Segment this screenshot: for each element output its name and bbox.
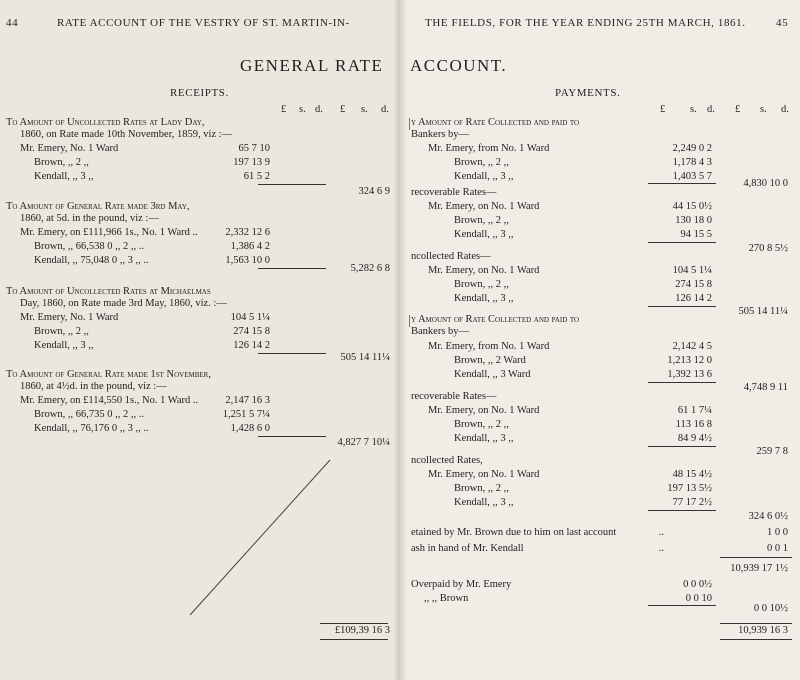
- payment-line: Kendall, ,, 3 ,,: [454, 229, 514, 240]
- receipt-line: To Amount of Uncollected Rates at Lady Day,: [6, 117, 205, 128]
- payment-line: recoverable Rates—: [411, 391, 497, 402]
- payment-line: y Amount of Rate Collected and paid to: [411, 117, 580, 128]
- payment-line: Brown, ,, 2 ,,: [454, 215, 509, 226]
- payment-amount: 94 15 5: [680, 229, 712, 240]
- subtotal-rule: [648, 242, 716, 243]
- payment-line: Overpaid by Mr. Emery: [411, 579, 512, 590]
- receipt-line: Brown, ,, 66,735 0 ,, 2 ,, ..: [34, 409, 144, 420]
- payment-amount: 1,178 4 3: [672, 157, 712, 168]
- payment-line: Bankers by—: [411, 326, 470, 337]
- brace: [409, 118, 410, 130]
- receipt-total: 505 14 11¼: [340, 352, 390, 363]
- receipt-amount: 2,332 12 6: [225, 227, 270, 238]
- payment-line: Bankers by—: [411, 129, 470, 140]
- payment-line: Mr. Emery, on No. 1 Ward: [428, 405, 540, 416]
- payment-total: 4,748 9 11: [743, 382, 788, 393]
- left-page-number: 44: [6, 17, 19, 29]
- payment-line: Mr. Emery, from No. 1 Ward: [428, 341, 550, 352]
- receipt-line: Kendall, ,, 3 ,,: [34, 340, 94, 351]
- payments-col-total-shillings: s.: [760, 104, 767, 115]
- payment-amount: 2,249 0 2: [672, 143, 712, 154]
- receipts-col-pence: d.: [315, 104, 323, 115]
- receipts-heading: RECEIPTS.: [170, 87, 229, 99]
- payment-line: Brown, ,, 2 Ward: [454, 355, 526, 366]
- payment-amount: 0 0 10: [685, 593, 712, 604]
- receipt-amount: 274 15 8: [233, 326, 270, 337]
- payment-amount: 0 0 0½: [683, 579, 712, 590]
- payment-line: Kendall, ,, 3 ,,: [454, 433, 514, 444]
- payment-amount: 1,403 5 7: [672, 171, 712, 182]
- payment-line: Mr. Emery, from No. 1 Ward: [428, 143, 550, 154]
- grand-total-rule: [720, 623, 792, 624]
- payment-amount: 1,392 13 6: [667, 369, 712, 380]
- subtotal-rule: [648, 183, 716, 184]
- payment-amount: 84 9 4½: [677, 433, 712, 444]
- payment-amount: 197 13 5½: [667, 483, 712, 494]
- receipt-line: To Amount of General Rate made 1st November,: [6, 369, 211, 380]
- payment-line: Kendall, ,, 3 ,,: [454, 293, 514, 304]
- payment-amount: 61 1 7¼: [677, 405, 712, 416]
- payment-line: recoverable Rates—: [411, 187, 497, 198]
- payment-line: ncollected Rates,: [411, 455, 483, 466]
- receipt-line: Mr. Emery, No. 1 Ward: [20, 143, 119, 154]
- receipt-amount: 61 5 2: [243, 171, 270, 182]
- receipt-amount: 2,147 16 3: [225, 395, 270, 406]
- payment-line: ,, ,, Brown: [424, 593, 469, 604]
- grand-total-underline: [720, 639, 792, 640]
- payment-line: ncollected Rates—: [411, 251, 491, 262]
- payment-line: Kendall, ,, 3 ,,: [454, 171, 514, 182]
- subtotal-rule: [258, 353, 326, 354]
- payment-line: Kendall, ,, 3 ,,: [454, 497, 514, 508]
- receipt-amount: 104 5 1¼: [230, 312, 270, 323]
- payment-total: 505 14 11¼: [738, 306, 788, 317]
- receipt-total: 324 6 9: [358, 186, 390, 197]
- payment-amount: 130 18 0: [675, 215, 712, 226]
- payment-amount: 126 14 2: [675, 293, 712, 304]
- payment-total: 270 8 5½: [748, 243, 788, 254]
- receipt-line: 1860, on Rate made 10th November, 1859, viz :—: [20, 129, 233, 140]
- receipts-col-total-pence: d.: [381, 104, 389, 115]
- payment-total: 259 7 8: [756, 446, 788, 457]
- receipt-line: 1860, at 4½d. in the pound, viz :—: [20, 381, 167, 392]
- receipt-amount: 1,428 6 0: [230, 423, 270, 434]
- receipt-total: 5,282 6 8: [350, 263, 390, 274]
- right-running-title: THE FIELDS, FOR THE YEAR ENDING 25TH MARCH, 1861.: [425, 17, 746, 29]
- payment-total: 1 0 0: [767, 527, 788, 538]
- subtotal-rule: [648, 446, 716, 447]
- payment-line: Kendall, ,, 3 Ward: [454, 369, 531, 380]
- payment-line: Mr. Emery, on No. 1 Ward: [428, 201, 540, 212]
- receipt-line: Mr. Emery, on £111,966 1s., No. 1 Ward ..: [20, 227, 198, 238]
- grand-total-underline: [320, 639, 388, 640]
- payment-line: Mr. Emery, on No. 1 Ward: [428, 469, 540, 480]
- payment-total: 0 0 1: [767, 543, 788, 554]
- payment-total: 4,830 10 0: [743, 178, 788, 189]
- payment-amount: 2,142 4 5: [672, 341, 712, 352]
- brace: [409, 315, 410, 327]
- receipts-col-total-shillings: s.: [361, 104, 368, 115]
- subtotal-rule: [258, 436, 326, 437]
- receipt-total: 4,827 7 10¼: [337, 437, 390, 448]
- title-left: GENERAL RATE: [240, 56, 384, 75]
- receipt-line: To Amount of Uncollected Rates at Michaelmas: [6, 286, 211, 297]
- payments-col-pounds: £: [660, 104, 666, 115]
- subtotal-rule: [648, 382, 716, 383]
- payment-total: 324 6 0½: [748, 511, 788, 522]
- subtotal-rule: [720, 557, 792, 558]
- payments-col-total-pence: d.: [781, 104, 789, 115]
- receipts-col-total-pounds: £: [340, 104, 346, 115]
- receipt-amount: 65 7 10: [238, 143, 270, 154]
- payment-amount: 104 5 1¼: [672, 265, 712, 276]
- payment-total: 0 0 10½: [753, 603, 788, 614]
- payment-total: 10,939 17 1½: [730, 563, 788, 574]
- subtotal-rule: [258, 268, 326, 269]
- receipt-line: Mr. Emery, on £114,550 1s., No. 1 Ward ..: [20, 395, 199, 406]
- left-running-title: RATE ACCOUNT OF THE VESTRY OF ST. MARTIN-IN-: [57, 17, 350, 29]
- payment-line: Brown, ,, 2 ,,: [454, 483, 509, 494]
- receipt-line: To Amount of General Rate made 3rd May,: [6, 201, 190, 212]
- receipt-line: Kendall, ,, 75,048 0 ,, 3 ,, ..: [34, 255, 149, 266]
- payment-amount: 77 17 2½: [672, 497, 712, 508]
- receipt-line: Brown, ,, 2 ,,: [34, 157, 89, 168]
- receipt-amount: 1,563 10 0: [225, 255, 270, 266]
- payment-line: y Amount of Rate Collected and paid to: [411, 314, 580, 325]
- receipt-line: Day, 1860, on Rate made 3rd May, 1860, viz. :—: [20, 298, 227, 309]
- payments-col-total-pounds: £: [735, 104, 741, 115]
- right-page: [400, 0, 800, 680]
- book-gutter: [393, 0, 407, 680]
- right-page-number: 45: [776, 17, 789, 29]
- subtotal-rule: [258, 184, 326, 185]
- receipt-amount: 197 13 9: [233, 157, 270, 168]
- receipt-amount: 126 14 2: [233, 340, 270, 351]
- title-right: ACCOUNT.: [410, 56, 508, 75]
- payment-amount: ..: [658, 527, 664, 538]
- payment-amount: 274 15 8: [675, 279, 712, 290]
- receipt-line: Kendall, ,, 3 ,,: [34, 171, 94, 182]
- receipt-line: Brown, ,, 66,538 0 ,, 2 ,, ..: [34, 241, 144, 252]
- payments-col-pence: d.: [707, 104, 715, 115]
- payment-amount: ..: [658, 543, 664, 554]
- payment-amount: 113 16 8: [675, 419, 712, 430]
- receipts-col-shillings: s.: [299, 104, 306, 115]
- receipts-col-pounds: £: [281, 104, 287, 115]
- payment-line: ash in hand of Mr. Kendall: [411, 543, 524, 554]
- subtotal-rule: [648, 510, 716, 511]
- receipts-grand-total: £109,39 16 3: [334, 625, 390, 636]
- payment-line: Brown, ,, 2 ,,: [454, 419, 509, 430]
- grand-total-rule: [320, 623, 388, 624]
- subtotal-rule: [648, 605, 716, 606]
- receipt-line: Mr. Emery, No. 1 Ward: [20, 312, 119, 323]
- payment-amount: 1,213 12 0: [667, 355, 712, 366]
- payment-amount: 44 15 0½: [672, 201, 712, 212]
- payments-heading: PAYMENTS.: [555, 87, 621, 99]
- payments-grand-total: 10,939 16 3: [738, 625, 788, 636]
- receipt-amount: 1,386 4 2: [230, 241, 270, 252]
- receipt-line: Kendall, ,, 76,176 0 ,, 3 ,, ..: [34, 423, 149, 434]
- receipt-amount: 1,251 5 7¼: [222, 409, 270, 420]
- payment-line: etained by Mr. Brown due to him on last account: [411, 527, 617, 538]
- subtotal-rule: [648, 306, 716, 307]
- payment-line: Brown, ,, 2 ,,: [454, 157, 509, 168]
- payments-col-shillings: s.: [690, 104, 697, 115]
- receipt-line: 1860, at 5d. in the pound, viz :—: [20, 213, 159, 224]
- cancel-stroke: [180, 455, 340, 625]
- payment-line: Brown, ,, 2 ,,: [454, 279, 509, 290]
- payment-line: Mr. Emery, on No. 1 Ward: [428, 265, 540, 276]
- receipt-line: Brown, ,, 2 ,,: [34, 326, 89, 337]
- payment-amount: 48 15 4½: [672, 469, 712, 480]
